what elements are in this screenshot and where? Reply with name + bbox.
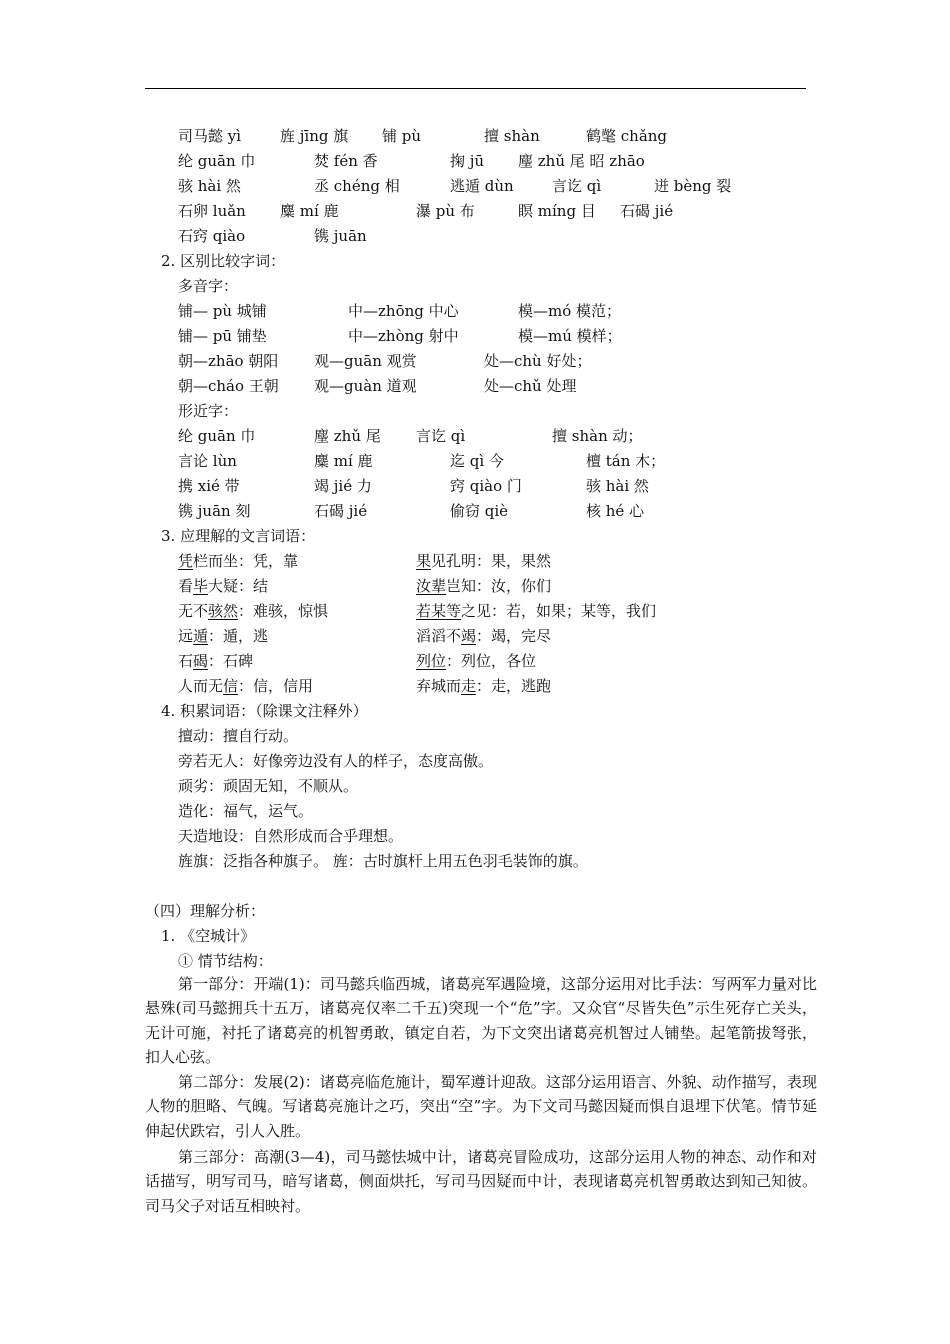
accumulate-item: 旌旗：泛指各种旗子。 旌：古时旗杆上用五色羽毛装饰的旗。: [178, 852, 588, 870]
item-1-title: 1. 《空城计》: [161, 927, 256, 945]
pron-item: 石卵 luǎn: [178, 202, 246, 220]
classical-term: 远遁：遁，逃: [178, 627, 269, 645]
polyphone-item: 中—zhōng 中心: [348, 302, 459, 320]
pron-item: 麈 zhǔ 尾 昭 zhāo: [518, 152, 645, 170]
similar-item: 石碣 jié: [314, 502, 368, 520]
part-4-title: （四）理解分析：: [145, 902, 266, 920]
similar-item: 镌 juān 刻: [178, 502, 251, 520]
section-3-title: 3. 应理解的文言词语：: [161, 527, 316, 545]
pron-item: 镌 juān: [314, 227, 367, 245]
similar-item: 麋 mí 鹿: [314, 452, 373, 470]
polyphone-item: 模—mó 模范；: [518, 302, 622, 320]
pron-item: 铺 pù: [382, 127, 422, 145]
section-4-title: 4. 积累词语：（除课文注释外）: [161, 702, 368, 720]
similar-item: 言讫 qì: [416, 427, 466, 445]
polyphone-item: 铺— pù 城铺: [178, 302, 267, 320]
classical-term: 人而无信：信，信用: [178, 677, 314, 695]
polyphone-item: 观—guān 观赏: [314, 352, 417, 370]
polyphone-item: 朝—zhāo 朝阳: [178, 352, 279, 370]
similar-item: 窍 qiào 门: [450, 477, 522, 495]
pron-item: 石碣 jié: [620, 202, 674, 220]
pron-item: 骇 hài 然: [178, 177, 241, 195]
pron-item: 司马懿 yì: [178, 127, 242, 145]
similar-item: 竭 jié 力: [314, 477, 372, 495]
pron-item: 言讫 qì: [552, 177, 602, 195]
similar-item: 言论 lùn: [178, 452, 237, 470]
accumulate-item: 天造地设：自然形成而合乎理想。: [178, 827, 404, 845]
similar-item: 迄 qì 今: [450, 452, 504, 470]
classical-term: 凭栏而坐：凭，靠: [178, 552, 299, 570]
similar-label: 形近字：: [178, 402, 239, 420]
polyphone-item: 处—chù 好处；: [484, 352, 592, 370]
accumulate-item: 旁若无人：好像旁边没有人的样子，态度高傲。: [178, 752, 494, 770]
classical-term: 石碣：石碑: [178, 652, 254, 670]
classical-term: 弃城而走：走，逃跑: [416, 677, 552, 695]
accumulate-item: 擅动：擅自行动。: [178, 727, 299, 745]
polyphone-item: 朝—cháo 王朝: [178, 377, 279, 395]
classical-term: 果见孔明：果，果然: [416, 552, 552, 570]
analysis-paragraph: 第二部分：发展(2)：诸葛亮临危施计，蜀军遵计迎敌。这部分运用语言、外貌、动作描写，表现人物的胆略、气魄。写诸葛亮施计之巧，突出“空”字。为下文司马懿因疑而惧自退埋下伏笔。情节延伸起伏跌宕，引人入胜。: [145, 1073, 817, 1140]
polyphone-item: 处—chǔ 处理: [484, 377, 577, 395]
pron-item: 麋 mí 鹿: [280, 202, 339, 220]
similar-item: 擅 shàn 动；: [552, 427, 643, 445]
accumulate-item: 造化：福气，运气。: [178, 802, 314, 820]
polyphone-item: 中—zhòng 射中: [348, 327, 459, 345]
pron-item: 瀑 pù 布: [416, 202, 475, 220]
pron-item: 掬 jū: [450, 152, 485, 170]
similar-item: 偷窃 qiè: [450, 502, 509, 520]
pron-item: 丞 chéng 相: [314, 177, 400, 195]
polyphone-item: 铺— pū 铺垫: [178, 327, 267, 345]
classical-term: 看毕大疑：结: [178, 577, 269, 595]
classical-term: 若某等之见：若，如果；某等，我们: [416, 602, 657, 620]
pron-item: 迸 bèng 裂: [654, 177, 732, 195]
plot-structure-title: ① 情节结构：: [178, 952, 273, 970]
similar-item: 骇 hài 然: [586, 477, 649, 495]
pron-item: 旌 jīng 旗: [280, 127, 349, 145]
analysis-paragraph: 第一部分：开端(1)：司马懿兵临西城，诸葛亮军遇险境，这部分运用对比手法：写两军力量对比悬殊(司马懿拥兵十五万，诸葛亮仅率二千五)突现一个“危”字。又众官“尽皆失色”示生死存亡关头，无计可施，衬托了诸葛亮的机智勇敢，镇定自若，为下文突出诸葛亮机智过人铺垫。起笔箭拔弩张，扣人心弦。: [145, 975, 817, 1066]
classical-term: 汝辈岂知：汝，你们: [416, 577, 552, 595]
similar-item: 核 hé 心: [586, 502, 645, 520]
polyphone-label: 多音字：: [178, 277, 239, 295]
polyphone-item: 观—guàn 道观: [314, 377, 417, 395]
analysis-paragraph: 第三部分：高潮(3—4)，司马懿怯城中计，诸葛亮冒险成功，这部分运用人物的神态、动作和对话描写，明写司马，暗写诸葛，侧面烘托，写司马因疑而中计，表现诸葛亮机智勇敢达到知己知彼。司马父子对话互相映衬。: [145, 1148, 817, 1215]
similar-item: 纶 guān 巾: [178, 427, 256, 445]
classical-term: 无不骇然：难骇，惊惧: [178, 602, 329, 620]
classical-term: 滔滔不竭：竭，完尽: [416, 627, 552, 645]
similar-item: 麈 zhǔ 尾: [314, 427, 381, 445]
similar-item: 携 xié 带: [178, 477, 240, 495]
pron-item: 纶 guān 巾: [178, 152, 256, 170]
pron-item: 瞑 míng 目: [518, 202, 596, 220]
accumulate-item: 顽劣：顽固无知，不顺从。: [178, 777, 359, 795]
pron-item: 鹤氅 chǎng: [586, 127, 668, 145]
pron-item: 逃遁 dùn: [450, 177, 514, 195]
section-2-title: 2. 区别比较字词：: [161, 252, 286, 270]
classical-term: 列位：列位，各位: [416, 652, 537, 670]
polyphone-item: 模—mú 模样；: [518, 327, 622, 345]
pron-item: 焚 fén 香: [314, 152, 378, 170]
similar-item: 檀 tán 木；: [586, 452, 666, 470]
header-rule: [145, 88, 806, 89]
pron-item: 擅 shàn: [484, 127, 540, 145]
pron-item: 石窍 qiào: [178, 227, 246, 245]
